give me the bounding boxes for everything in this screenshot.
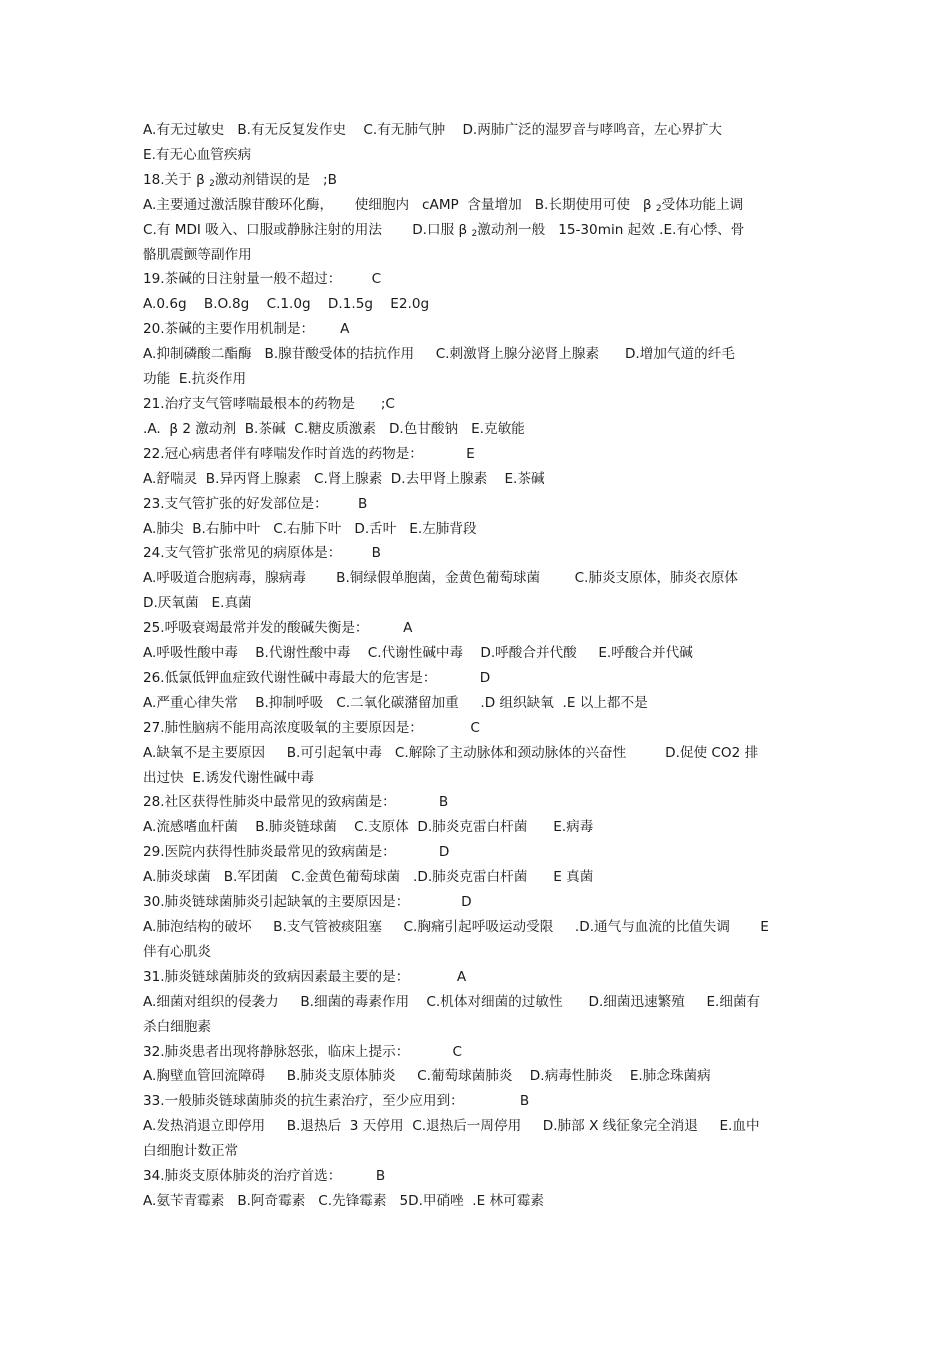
question-stem: 26.低氯低钾血症致代谢性碱中毒最大的危害是： D: [143, 669, 491, 686]
question-stem: 30.肺炎链球菌肺炎引起缺氧的主要原因是： D: [143, 894, 472, 911]
text-line: 白细胞计数正常: [143, 1143, 239, 1160]
question-stem: 34.肺炎支原体肺炎的治疗首选： B: [143, 1168, 386, 1185]
question-stem: 23.支气管扩张的好发部位是： B: [143, 495, 368, 512]
text-line: A.缺氧不是主要原因 B.可引起氧中毒 C.解除了主动脉体和颈动脉体的兴奋性 D.促使 CO2 排: [143, 744, 759, 761]
text-line: A.肺炎球菌 B.军团菌 C.金黄色葡萄球菌 .D.肺炎克雷白杆菌 E 真菌: [143, 869, 594, 886]
text-line: A.有无过敏史 B.有无反复发作史 C.有无肺气肿 D.两肺广泛的湿罗音与哮鸣音，左心界扩大: [143, 122, 722, 138]
text-line: A.发热消退立即停用 B.退热后 3 天停用 C.退热后一周停用 D.肺部 X 线征象完全消退 E.血中: [143, 1118, 760, 1135]
question-stem: 21.治疗支气管哮喘最根本的药物是 ;C: [143, 395, 395, 412]
text-line: A.细菌对组织的侵袭力 B.细菌的毒素作用 C.机体对细菌的过敏性 D.细菌迅速繁殖 E.细菌有: [143, 993, 761, 1010]
text-line: 出过快 E.诱发代谢性碱中毒: [143, 769, 315, 786]
text-line: D.厌氧菌 E.真菌: [143, 595, 252, 612]
question-stem: 29.医院内获得性肺炎最常见的致病菌是： D: [143, 844, 450, 861]
text-line: 功能 E.抗炎作用: [143, 371, 247, 388]
text-line: A.0.6g B.O.8g C.1.0g D.1.5g E2.0g: [143, 296, 430, 313]
question-stem: 27.肺性脑病不能用高浓度吸氧的主要原因是： C: [143, 719, 480, 736]
text-line: A.严重心律失常 B.抑制呼吸 C.二氧化碳潴留加重 .D 组织缺氧 .E 以上都不是: [143, 694, 648, 711]
text-line: A.舒喘灵 B.异丙肾上腺素 C.肾上腺素 D.去甲肾上腺素 E.茶碱: [143, 470, 545, 487]
question-stem: 20.茶碱的主要作用机制是： A: [143, 321, 350, 338]
text-line: A.抑制磷酸二酯酶 B.腺苷酸受体的拮抗作用 C.刺激肾上腺分泌肾上腺素 D.增加气道的纤毛: [143, 346, 735, 363]
text-line: A.胸壁血管回流障碍 B.肺炎支原体肺炎 C.葡萄球菌肺炎 D.病毒性肺炎 E.肺念珠菌病: [143, 1068, 711, 1085]
question-stem: 24.支气管扩张常见的病原体是： B: [143, 545, 381, 562]
text-line: E.有无心血管疾病: [143, 146, 252, 163]
text-line: A.呼吸道合胞病毒，腺病毒 B.铜绿假单胞菌，金黄色葡萄球菌 C.肺炎支原体，肺炎衣原体: [143, 570, 739, 587]
text-line: 伴有心肌炎: [143, 943, 211, 960]
text-line: A.流感嗜血杆菌 B.肺炎链球菌 C.支原体 D.肺炎克雷白杆菌 E.病毒: [143, 819, 594, 836]
question-stem: 33.一般肺炎链球菌肺炎的抗生素治疗，至少应用到： B: [143, 1093, 530, 1110]
text-line: C.有 MDI 吸入、口服或静脉注射的用法 D.口服 β $_2$激动剂一般 15-30min 起效 .E.有心悸、骨: [143, 221, 745, 239]
document-body: [143, 118, 811, 1214]
question-stem: 25.呼吸衰竭最常并发的酸碱失衡是： A: [143, 620, 413, 637]
text-line: .A. β 2 激动剂 B.茶碱 C.糖皮质激素 D.色甘酸钠 E.克敏能: [143, 420, 525, 437]
question-stem: 32.肺炎患者出现将静脉怒张，临床上提示： C: [143, 1043, 463, 1060]
text-line: A.呼吸性酸中毒 B.代谢性酸中毒 C.代谢性碱中毒 D.呼酸合并代酸 E.呼酸合并代碱: [143, 645, 693, 662]
question-stem: 18.关于 β $_2$激动剂错误的是 ;B: [143, 171, 337, 189]
question-stem: 31.肺炎链球菌肺炎的致病因素最主要的是： A: [143, 968, 467, 985]
question-stem: 19.茶碱的日注射量一般不超过： C: [143, 271, 382, 288]
text-line: 骼肌震颤等副作用: [143, 246, 252, 263]
text-line: 杀白细胞素: [143, 1018, 211, 1035]
text-line: A.肺尖 B.右肺中叶 C.右肺下叶 D.舌叶 E.左肺背段: [143, 520, 477, 537]
question-stem: 22.冠心病患者伴有哮喘发作时首选的药物是： E: [143, 445, 475, 462]
text-line: A.主要通过激活腺苷酸环化酶， 使细胞内 cAMP 含量增加 B.长期使用可使 β $_2$受体功能上调: [143, 196, 744, 214]
question-stem: 28.社区获得性肺炎中最常见的致病菌是： B: [143, 794, 449, 811]
text-line: A.氨苄青霉素 B.阿奇霉素 C.先锋霉素 5D.甲硝唑 .E 林可霉素: [143, 1192, 544, 1209]
text-line: A.肺泡结构的破坏 B.支气管被痰阻塞 C.胸痛引起呼吸运动受限 .D.通气与血流的比值失调 E: [143, 919, 769, 935]
